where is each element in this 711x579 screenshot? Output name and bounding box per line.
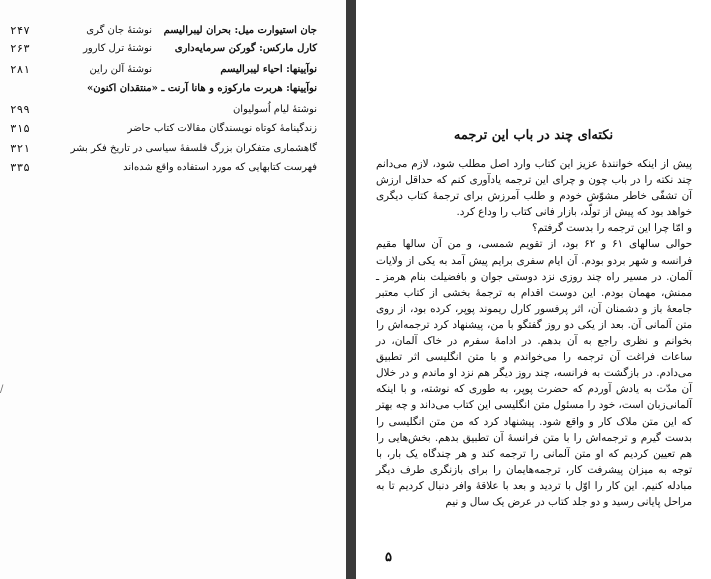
toc-entry-title: گاهشماری متفکران بزرگ فلسفۀ سیاسی در تاریخ فکر بشر [70, 143, 317, 154]
toc-entry-page: ۲۶۳ [10, 42, 30, 55]
toc-entry [0, 22, 346, 40]
section-title: نکته‌ای چند در باب این ترجمه [453, 128, 614, 143]
toc-entry-title: جان استیوارت میل: بحران لیبرالیسم [163, 25, 317, 36]
toc-entry-page: ۲۸۱ [10, 63, 30, 76]
toc-entry [0, 159, 346, 177]
page-number: ۵ [385, 550, 392, 565]
paragraph: و امّا چرا این ترجمه را بدست گرفتم؟ [531, 222, 692, 235]
toc-entry [0, 101, 346, 119]
body-text [376, 156, 692, 510]
toc-entry-author: نوشتۀ آلن راین [89, 64, 152, 75]
toc-entry-title: نوآیینها: احیاء لیبرالیسم [220, 64, 317, 75]
toc-entry-author: نوشتۀ ترل کارور [83, 43, 152, 54]
toc-entry-page: ۳۳۵ [10, 161, 30, 174]
paragraph: حوالی سالهای ۶۱ و ۶۲ بود، از تقویم شمسی، و من آن سالها مقیم فرانسه و شهر بردو بودم. آن ایام سفری برایم پیش آمد به یکی از ولایات آلمان. در مسیر راه چند روزی نزد دوستی جوان و بافضیلت بنام هرمز ـ ممنش، مهمان بودم. این دوست اقدام به ترجمۀ بخشی از کتاب معتبر جامعۀ باز و دشمنان آن، اثر پرفسور کارل ریموند پوپر، کرده بود، از روی متن آلمانی آن. بعد از یکی دو روز گفتگو با من، پیشنهاد کرد ترجمه‌اش را بخوانم و نظری راجع به آن بدهم. در ادامۀ سفرم در خاک آلمان، در ساعات فراغت آن ترجمه را می‌خواندم و با متن انگلیسی اثر تطبیق می‌دادم. در بازگشت به فرانسه، چند روز دیگر هم نزد او ماندم و در خلال آن مدّت به یادش آوردم که حضرت پوپر، به طوری که نوشته، و با اینکه آلمانی‌زبان است، خود را مسئول متن انگلیسی این کتاب می‌داند و چه بهتر که این متن ملاک کار و واقع شود. پیشنهاد کرد که من متن انگلیسی را بدست گیرم و ترجمه‌اش را با متن فرانسۀ آن تطبیق بدهم. بخش‌هایی را هم تعیین کردیم که او متن آلمانی را ترجمه کند و هر چندگاه یک بار، با توجه به میزان پیشرفت کار، ترجمه‌هایمان را برای بازنگری طرف دیگر مبادله کنیم. این کار را اوّل با تردید و بعد با علاقۀ وافر دنبال کردیم تا به مراحل پایانی رسید و دو جلد کتاب در عرض یک سال و نیم [376, 238, 692, 508]
toc-entry [0, 120, 346, 138]
toc-entry-page: ۳۱۵ [10, 122, 30, 135]
toc-entry [0, 61, 346, 79]
toc-entry-page: ۲۹۹ [10, 103, 30, 116]
toc-entry-author: نوشتۀ لیام اُسولیوان [232, 104, 317, 115]
paragraph: پیش از اینکه خوانندۀ عزیز این کتاب وارد اصل مطلب شود، لازم می‌دانم چند نکته را در باب چون و چرای این ترجمه یادآوری کنم که حداقل ارزش آن تشفّی خاطر مشوّش خودم و طلب آمرزش برای ترجمۀ کتاب دیگری خواهد بود که پیش از تولّد، بازار فانی کتاب را وداع کرد. [376, 158, 692, 219]
margin-mark: / [0, 384, 4, 395]
right-page [356, 0, 711, 579]
toc-entry-page: ۳۲۱ [10, 142, 30, 155]
toc-entry [0, 80, 346, 98]
toc-entry [0, 40, 346, 58]
toc-entry-page: ۲۴۷ [10, 24, 30, 37]
toc-entry-title: زندگینامۀ کوتاه نویسندگان مقالات کتاب حاضر [127, 123, 317, 134]
book-gutter [346, 0, 356, 579]
toc-entry-title: نوآیینها: هربرت مارکوزه و هانا آرنت ـ «منتقدان اکنون» [87, 83, 317, 94]
toc-entry [0, 140, 346, 158]
toc-entry-title: فهرست کتابهایی که مورد استفاده واقع شده‌اند [123, 162, 317, 173]
left-page [0, 0, 346, 579]
toc-entry-author: نوشتۀ جان گری [86, 25, 152, 36]
toc-entry-title: کارل مارکس: گورکن سرمایه‌داری [174, 43, 317, 54]
